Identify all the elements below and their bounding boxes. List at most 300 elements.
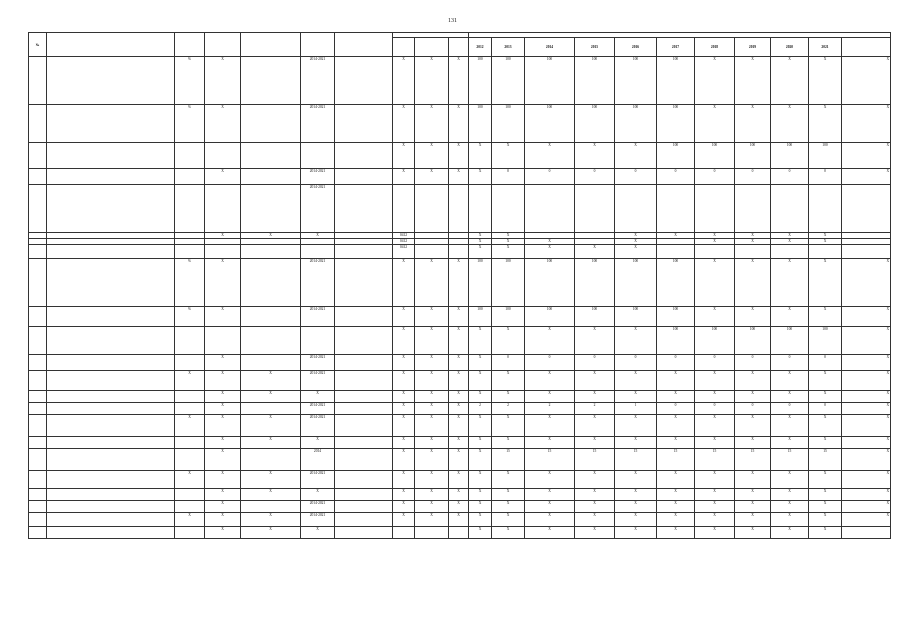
row-executor-cell: [335, 371, 393, 391]
table-row: [29, 391, 891, 403]
row-year-value-cell: 100: [492, 307, 525, 327]
row-year-value-cell: X: [469, 513, 492, 527]
row-year-value-cell: X: [525, 471, 575, 489]
row-year-value-cell: 0: [525, 169, 575, 185]
row-name-cell: [47, 403, 175, 415]
row-year-value-cell: 100: [575, 57, 615, 105]
row-coef-cell: [205, 143, 241, 169]
row-year-value-cell: 100: [492, 57, 525, 105]
row-method-cell: [241, 57, 301, 105]
row-year-value-cell: X: [695, 307, 735, 327]
row-total-cell: X: [842, 143, 891, 169]
row-year-value-cell: X: [525, 489, 575, 501]
row-year-value-cell: X: [575, 327, 615, 355]
row-year-value-cell: [469, 185, 492, 233]
row-year-value-cell: 100: [657, 327, 695, 355]
row-method-cell: [241, 327, 301, 355]
row-executor-cell: [335, 307, 393, 327]
row-year-value-cell: 2: [469, 403, 492, 415]
row-year-value-cell: 0: [525, 355, 575, 371]
row-method-cell: X: [241, 371, 301, 391]
row-year-value-cell: X: [575, 527, 615, 539]
row-code2-cell: X: [415, 169, 449, 185]
row-unit-cell: [175, 355, 205, 371]
row-year-value-cell: X: [657, 371, 695, 391]
col-code1-header: [393, 38, 415, 57]
row-year-value-cell: 100: [657, 259, 695, 307]
row-year-value-cell: X: [615, 489, 657, 501]
row-code3-cell: X: [449, 169, 469, 185]
row-coef-cell: X: [205, 437, 241, 449]
row-term-cell: [301, 143, 335, 169]
row-code1-cell: X: [393, 371, 415, 391]
row-year-value-cell: X: [657, 513, 695, 527]
row-number-cell: [29, 245, 47, 259]
row-name-cell: [47, 501, 175, 513]
row-year-value-cell: X: [575, 371, 615, 391]
row-year-value-cell: X: [469, 527, 492, 539]
row-number-cell: [29, 57, 47, 105]
row-code3-cell: X: [449, 415, 469, 437]
row-year-value-cell: 100: [469, 57, 492, 105]
row-unit-cell: [175, 245, 205, 259]
row-name-cell: [47, 471, 175, 489]
row-code3-cell: X: [449, 57, 469, 105]
row-year-value-cell: X: [735, 415, 771, 437]
row-coef-cell: X: [205, 449, 241, 471]
row-year-value-cell: X: [492, 233, 525, 239]
row-year-value-cell: X: [657, 415, 695, 437]
row-method-cell: [241, 403, 301, 415]
row-unit-cell: X: [175, 471, 205, 489]
row-year-value-cell: X: [492, 415, 525, 437]
table-row: [29, 415, 891, 437]
row-number-cell: [29, 415, 47, 437]
row-year-value-cell: 100: [657, 105, 695, 143]
col-year-header: 2012: [469, 38, 492, 57]
row-year-value-cell: X: [525, 415, 575, 437]
row-year-value-cell: 15: [615, 449, 657, 471]
row-year-value-cell: X: [492, 245, 525, 259]
row-year-value-cell: X: [615, 327, 657, 355]
row-year-value-cell: X: [492, 327, 525, 355]
row-number-cell: [29, 185, 47, 233]
row-coef-cell: X: [205, 415, 241, 437]
row-year-value-cell: X: [469, 437, 492, 449]
row-code3-cell: X: [449, 449, 469, 471]
row-coef-cell: X: [205, 355, 241, 371]
row-code2-cell: X: [415, 105, 449, 143]
row-year-value-cell: X: [615, 391, 657, 403]
row-year-value-cell: 100: [615, 307, 657, 327]
row-total-cell: X: [842, 437, 891, 449]
row-year-value-cell: X: [615, 233, 657, 239]
row-code3-cell: X: [449, 403, 469, 415]
row-code2-cell: X: [415, 57, 449, 105]
row-unit-cell: [175, 403, 205, 415]
row-executor-cell: [335, 449, 393, 471]
row-code1-cell: X: [393, 105, 415, 143]
row-year-value-cell: 15: [809, 449, 842, 471]
row-code1-cell: X: [393, 471, 415, 489]
table-row: [29, 371, 891, 391]
row-year-value-cell: X: [771, 371, 809, 391]
table-row: [29, 527, 891, 539]
row-year-value-cell: X: [469, 233, 492, 239]
row-year-value-cell: X: [809, 501, 842, 513]
row-year-value-cell: 100: [469, 105, 492, 143]
row-number-cell: [29, 471, 47, 489]
row-code3-cell: X: [449, 489, 469, 501]
row-year-value-cell: X: [492, 391, 525, 403]
row-year-value-cell: [735, 185, 771, 233]
row-year-value-cell: 0: [615, 169, 657, 185]
row-executor-cell: [335, 513, 393, 527]
row-year-value-cell: 1: [615, 403, 657, 415]
row-year-value-cell: X: [469, 239, 492, 245]
row-total-cell: X: [842, 169, 891, 185]
row-year-value-cell: 100: [657, 307, 695, 327]
row-term-cell: 2014-2021: [301, 57, 335, 105]
row-total-cell: X: [842, 57, 891, 105]
row-year-value-cell: X: [735, 259, 771, 307]
row-year-value-cell: X: [657, 527, 695, 539]
row-method-cell: [241, 105, 301, 143]
row-term-cell: 2014-2021: [301, 371, 335, 391]
row-code3-cell: X: [449, 143, 469, 169]
row-year-value-cell: 0: [492, 355, 525, 371]
row-coef-cell: X: [205, 105, 241, 143]
table-row: [29, 437, 891, 449]
row-number-cell: [29, 355, 47, 371]
row-year-value-cell: 15: [695, 449, 735, 471]
row-term-cell: 2014-2021: [301, 415, 335, 437]
row-method-cell: X: [241, 233, 301, 239]
row-code1-cell: X: [393, 513, 415, 527]
row-name-cell: [47, 437, 175, 449]
row-year-value-cell: 100: [657, 143, 695, 169]
row-year-value-cell: 100: [525, 105, 575, 143]
row-code2-cell: X: [415, 355, 449, 371]
row-number-cell: [29, 437, 47, 449]
row-name-cell: [47, 513, 175, 527]
row-year-value-cell: 100: [525, 259, 575, 307]
row-code1-cell: X: [393, 57, 415, 105]
row-year-value-cell: 100: [615, 259, 657, 307]
row-term-cell: 2014-2021: [301, 169, 335, 185]
row-year-value-cell: X: [492, 501, 525, 513]
row-code2-cell: X: [415, 259, 449, 307]
row-name-cell: [47, 371, 175, 391]
row-year-value-cell: X: [771, 501, 809, 513]
row-year-value-cell: X: [695, 437, 735, 449]
row-term-cell: X: [301, 489, 335, 501]
row-code1-cell: X: [393, 501, 415, 513]
row-total-cell: X: [842, 513, 891, 527]
row-year-value-cell: X: [525, 245, 575, 259]
row-year-value-cell: X: [771, 437, 809, 449]
row-code1-cell: X: [393, 437, 415, 449]
row-year-value-cell: X: [525, 239, 575, 245]
row-executor-cell: [335, 105, 393, 143]
row-year-value-cell: X: [695, 527, 735, 539]
row-term-cell: X: [301, 391, 335, 403]
row-year-value-cell: X: [469, 489, 492, 501]
row-year-value-cell: X: [575, 471, 615, 489]
row-executor-cell: [335, 527, 393, 539]
row-number-cell: [29, 307, 47, 327]
row-year-value-cell: 100: [657, 57, 695, 105]
row-year-value-cell: 0: [695, 169, 735, 185]
row-unit-cell: [175, 449, 205, 471]
row-coef-cell: X: [205, 403, 241, 415]
row-year-value-cell: 0: [735, 403, 771, 415]
table-row: [29, 105, 891, 143]
row-year-value-cell: X: [735, 105, 771, 143]
row-term-cell: [301, 245, 335, 259]
row-code2-cell: X: [415, 371, 449, 391]
row-year-value-cell: 100: [469, 259, 492, 307]
row-year-value-cell: X: [492, 471, 525, 489]
row-unit-cell: [175, 169, 205, 185]
row-year-value-cell: X: [695, 57, 735, 105]
row-total-cell: X: [842, 415, 891, 437]
row-year-value-cell: 100: [525, 307, 575, 327]
row-unit-cell: %: [175, 57, 205, 105]
row-year-value-cell: X: [771, 471, 809, 489]
row-name-cell: [47, 245, 175, 259]
row-code2-cell: X: [415, 327, 449, 355]
row-year-value-cell: X: [469, 169, 492, 185]
row-code2-cell: X: [415, 437, 449, 449]
row-year-value-cell: X: [615, 527, 657, 539]
row-year-value-cell: X: [735, 527, 771, 539]
row-year-value-cell: X: [771, 259, 809, 307]
row-year-value-cell: X: [695, 239, 735, 245]
row-number-cell: [29, 371, 47, 391]
row-term-cell: 2014-2021: [301, 105, 335, 143]
row-year-value-cell: X: [771, 239, 809, 245]
table-row: [29, 307, 891, 327]
row-executor-cell: [335, 391, 393, 403]
row-coef-cell: X: [205, 169, 241, 185]
row-code2-cell: X: [415, 489, 449, 501]
row-year-value-cell: X: [735, 371, 771, 391]
row-year-value-cell: X: [771, 415, 809, 437]
row-code3-cell: X: [449, 327, 469, 355]
row-name-cell: [47, 57, 175, 105]
row-method-cell: X: [241, 391, 301, 403]
row-year-value-cell: X: [525, 513, 575, 527]
row-name-cell: [47, 391, 175, 403]
row-code1-cell: X: [393, 327, 415, 355]
row-year-value-cell: 100: [492, 259, 525, 307]
row-year-value-cell: X: [657, 501, 695, 513]
row-unit-cell: X: [175, 371, 205, 391]
row-code3-cell: [449, 185, 469, 233]
row-executor-cell: [335, 259, 393, 307]
row-name-cell: [47, 527, 175, 539]
row-year-value-cell: X: [695, 471, 735, 489]
row-year-value-cell: X: [771, 527, 809, 539]
row-year-value-cell: X: [809, 513, 842, 527]
row-year-value-cell: 0: [657, 403, 695, 415]
row-coef-cell: [205, 327, 241, 355]
row-year-value-cell: 0: [735, 355, 771, 371]
row-code2-cell: [415, 185, 449, 233]
row-coef-cell: X: [205, 527, 241, 539]
row-total-cell: X: [842, 371, 891, 391]
row-coef-cell: X: [205, 471, 241, 489]
row-year-value-cell: 100: [575, 259, 615, 307]
page-number: 131: [448, 18, 457, 24]
row-year-value-cell: X: [469, 245, 492, 259]
row-executor-cell: [335, 501, 393, 513]
row-year-value-cell: X: [735, 391, 771, 403]
row-year-value-cell: 100: [809, 143, 842, 169]
row-name-cell: [47, 489, 175, 501]
row-method-cell: [241, 143, 301, 169]
row-code1-cell: [393, 185, 415, 233]
row-number-cell: [29, 403, 47, 415]
row-number-cell: [29, 143, 47, 169]
row-year-value-cell: X: [735, 233, 771, 239]
row-unit-cell: X: [175, 415, 205, 437]
row-year-value-cell: X: [525, 501, 575, 513]
table-row: [29, 245, 891, 259]
row-executor-cell: [335, 327, 393, 355]
row-total-cell: X: [842, 307, 891, 327]
row-executor-cell: [335, 245, 393, 259]
row-name-cell: [47, 259, 175, 307]
col-year-header: 2020: [771, 38, 809, 57]
row-year-value-cell: X: [809, 239, 842, 245]
row-total-cell: X: [842, 105, 891, 143]
row-year-value-cell: X: [525, 437, 575, 449]
row-term-cell: 2014: [301, 449, 335, 471]
row-year-value-cell: X: [575, 415, 615, 437]
row-code3-cell: X: [449, 501, 469, 513]
row-unit-cell: X: [175, 513, 205, 527]
row-coef-cell: X: [205, 513, 241, 527]
row-code3-cell: X: [449, 259, 469, 307]
row-code2-cell: X: [415, 143, 449, 169]
row-year-value-cell: X: [615, 239, 657, 245]
table-row: [29, 489, 891, 501]
row-total-cell: X: [842, 471, 891, 489]
row-code3-cell: X: [449, 371, 469, 391]
row-method-cell: [241, 245, 301, 259]
row-total-cell: X: [842, 489, 891, 501]
row-name-cell: [47, 169, 175, 185]
row-year-value-cell: X: [771, 57, 809, 105]
row-unit-cell: [175, 527, 205, 539]
row-year-value-cell: 100: [525, 57, 575, 105]
row-year-value-cell: X: [657, 471, 695, 489]
row-year-value-cell: [575, 185, 615, 233]
row-year-value-cell: 100: [615, 105, 657, 143]
row-code1-cell: X: [393, 143, 415, 169]
row-number-cell: [29, 391, 47, 403]
row-year-value-cell: 0: [771, 355, 809, 371]
row-year-value-cell: 100: [695, 143, 735, 169]
row-year-value-cell: X: [657, 489, 695, 501]
table-row: [29, 403, 891, 415]
row-code2-cell: X: [415, 513, 449, 527]
col-executor-header: [335, 33, 393, 57]
col-year-header: 2014: [525, 38, 575, 57]
row-year-value-cell: X: [809, 527, 842, 539]
row-unit-cell: %: [175, 105, 205, 143]
table-row: [29, 259, 891, 307]
row-year-value-cell: X: [735, 437, 771, 449]
row-code1-cell: X: [393, 307, 415, 327]
row-year-value-cell: X: [575, 245, 615, 259]
row-year-value-cell: X: [771, 233, 809, 239]
row-unit-cell: [175, 489, 205, 501]
row-year-value-cell: [525, 185, 575, 233]
row-year-value-cell: X: [492, 527, 525, 539]
row-year-value-cell: 100: [809, 327, 842, 355]
row-term-cell: 2014-2021: [301, 501, 335, 513]
row-year-value-cell: 100: [695, 327, 735, 355]
row-name-cell: [47, 307, 175, 327]
row-code1-cell: 0412: [393, 233, 415, 239]
row-year-value-cell: X: [492, 371, 525, 391]
col-name-header: [47, 33, 175, 57]
row-code3-cell: X: [449, 437, 469, 449]
row-year-value-cell: [735, 245, 771, 259]
row-method-cell: X: [241, 415, 301, 437]
row-code1-cell: X: [393, 489, 415, 501]
row-year-value-cell: 15: [575, 449, 615, 471]
row-year-value-cell: X: [469, 501, 492, 513]
row-term-cell: 2014-2021: [301, 403, 335, 415]
row-unit-cell: %: [175, 259, 205, 307]
row-name-cell: [47, 143, 175, 169]
row-term-cell: 2014-2021: [301, 307, 335, 327]
col-year-header: 2015: [575, 38, 615, 57]
row-year-value-cell: X: [615, 513, 657, 527]
row-year-value-cell: [695, 245, 735, 259]
col-code3-header: [449, 38, 469, 57]
row-executor-cell: [335, 437, 393, 449]
row-code2-cell: X: [415, 307, 449, 327]
row-year-value-cell: 0: [575, 355, 615, 371]
row-year-value-cell: X: [695, 513, 735, 527]
row-year-value-cell: 0: [771, 403, 809, 415]
row-code1-cell: X: [393, 169, 415, 185]
row-code1-cell: 0412: [393, 239, 415, 245]
row-number-cell: [29, 501, 47, 513]
row-coef-cell: X: [205, 501, 241, 513]
row-year-value-cell: X: [657, 233, 695, 239]
row-code2-cell: X: [415, 391, 449, 403]
table-row: [29, 513, 891, 527]
row-unit-cell: [175, 185, 205, 233]
table-row: [29, 501, 891, 513]
row-coef-cell: X: [205, 489, 241, 501]
row-method-cell: [241, 307, 301, 327]
col-year-header: 2019: [735, 38, 771, 57]
row-name-cell: [47, 105, 175, 143]
row-year-value-cell: [657, 245, 695, 259]
row-name-cell: [47, 355, 175, 371]
row-coef-cell: X: [205, 233, 241, 239]
row-year-value-cell: X: [615, 501, 657, 513]
row-year-value-cell: X: [809, 259, 842, 307]
col-year-header: 2017: [657, 38, 695, 57]
